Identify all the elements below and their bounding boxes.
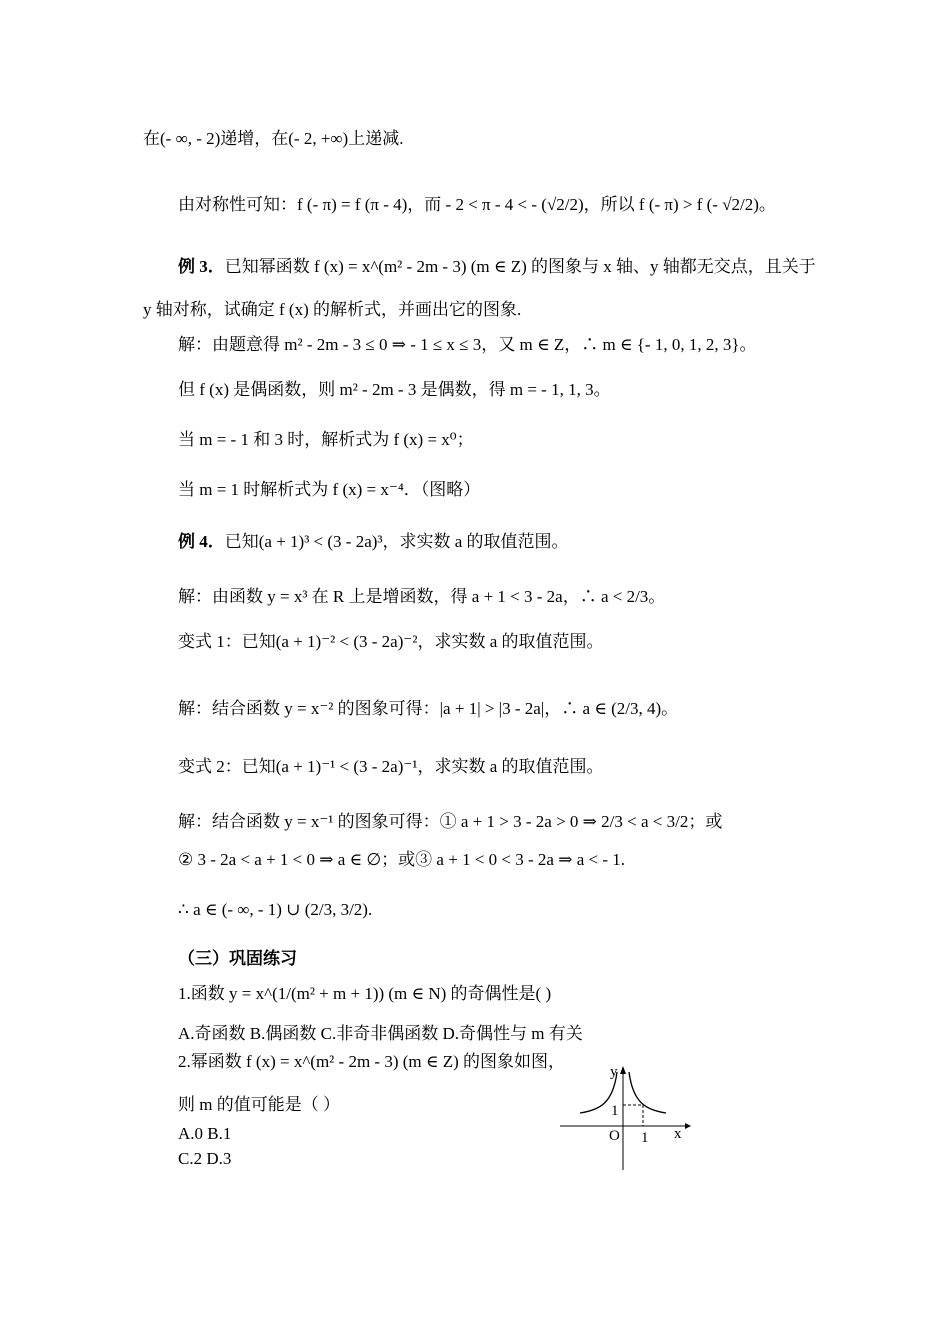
text-line-4: y 轴对称，试确定 f (x) 的解析式，并画出它的图象. [143, 300, 522, 319]
tick-y-label: 1 [611, 1103, 619, 1119]
power-function-graph [555, 1058, 695, 1178]
example-3-label: 例 3． [178, 257, 225, 276]
text-line-15: ② 3 - 2a < a + 1 < 0 ⇒ a ∈ ∅；或③ a + 1 < 0 < 3 - 2a ⇒ a < - 1. [178, 850, 625, 869]
question-1-options: A.奇函数 B.偶函数 C.非奇非偶函数 D.奇偶性与 m 有关 [178, 1024, 583, 1043]
text-line-11: 变式 1：已知(a + 1)⁻² < (3 - 2a)⁻²，求实数 a 的取值范围。 [178, 632, 604, 651]
text-line-8: 当 m = 1 时解析式为 f (x) = x⁻⁴．（图略） [178, 480, 481, 499]
text-line-6: 但 f (x) 是偶函数，则 m² - 2m - 3 是偶数，得 m = - 1, 1, 3。 [178, 380, 611, 399]
x-axis-label: x [674, 1126, 682, 1142]
y-axis-label: y [610, 1064, 618, 1080]
question-2: 2.幂函数 f (x) = x^(m² - 2m - 3) (m ∈ Z) 的图象如图， [178, 1052, 565, 1071]
text-line-14: 解：结合函数 y = x⁻¹ 的图象可得：① a + 1 > 3 - 2a > 0 ⇒ 2/3 < a < 3/2；或 [178, 812, 723, 831]
x-axis-arrow-icon [685, 1123, 691, 1129]
question-2-options-cd: C.2 D.3 [178, 1149, 232, 1168]
text-line-7: 当 m = - 1 和 3 时，解析式为 f (x) = x⁰； [178, 430, 474, 449]
y-axis-arrow-icon [620, 1066, 626, 1074]
example-4-label: 例 4． [178, 532, 225, 551]
example-3-text: 已知幂函数 f (x) = x^(m² - 2m - 3) (m ∈ Z) 的图象与 x 轴、y 轴都无交点，且关于 [224, 257, 816, 276]
section-heading: （三）巩固练习 [178, 949, 297, 968]
example-4-text: 已知(a + 1)³ < (3 - 2a)³，求实数 a 的取值范围。 [224, 532, 569, 551]
question-1: 1.函数 y = x^(1/(m² + m + 1)) (m ∈ N) 的奇偶性是( ) [178, 984, 552, 1003]
question-2-prompt: 则 m 的值可能是（ ） [178, 1095, 340, 1114]
origin-label: O [609, 1128, 620, 1144]
example-3-line [178, 255, 816, 279]
tick-x-label: 1 [641, 1130, 649, 1146]
text-line-10: 解：由函数 y = x³ 在 R 上是增函数，得 a + 1 < 3 - 2a，∴ a < 2/3。 [178, 587, 666, 606]
text-line-16: ∴ a ∈ (- ∞, - 1) ∪ (2/3, 3/2). [178, 900, 373, 919]
text-line-12: 解：结合函数 y = x⁻² 的图象可得：|a + 1| > |3 - 2a|，∴ a ∈ (2/3, 4)。 [178, 699, 679, 718]
text-line-2: 由对称性可知：f (- π) = f (π - 4)，而 - 2 < π - 4 < - (√2/2)，所以 f (- π) > f (- √2/2)。 [178, 195, 776, 214]
text-line-1: 在(- ∞, - 2)递增，在(- 2, +∞)上递减. [143, 129, 404, 148]
text-line-5: 解：由题意得 m² - 2m - 3 ≤ 0 ⇒ - 1 ≤ x ≤ 3，又 m ∈ Z，∴ m ∈ {- 1, 0, 1, 2, 3}。 [178, 335, 757, 354]
question-2-options-ab: A.0 B.1 [178, 1124, 232, 1143]
example-4-line [178, 530, 569, 554]
text-line-13: 变式 2：已知(a + 1)⁻¹ < (3 - 2a)⁻¹，求实数 a 的取值范围。 [178, 757, 604, 776]
right-curve [629, 1072, 666, 1113]
